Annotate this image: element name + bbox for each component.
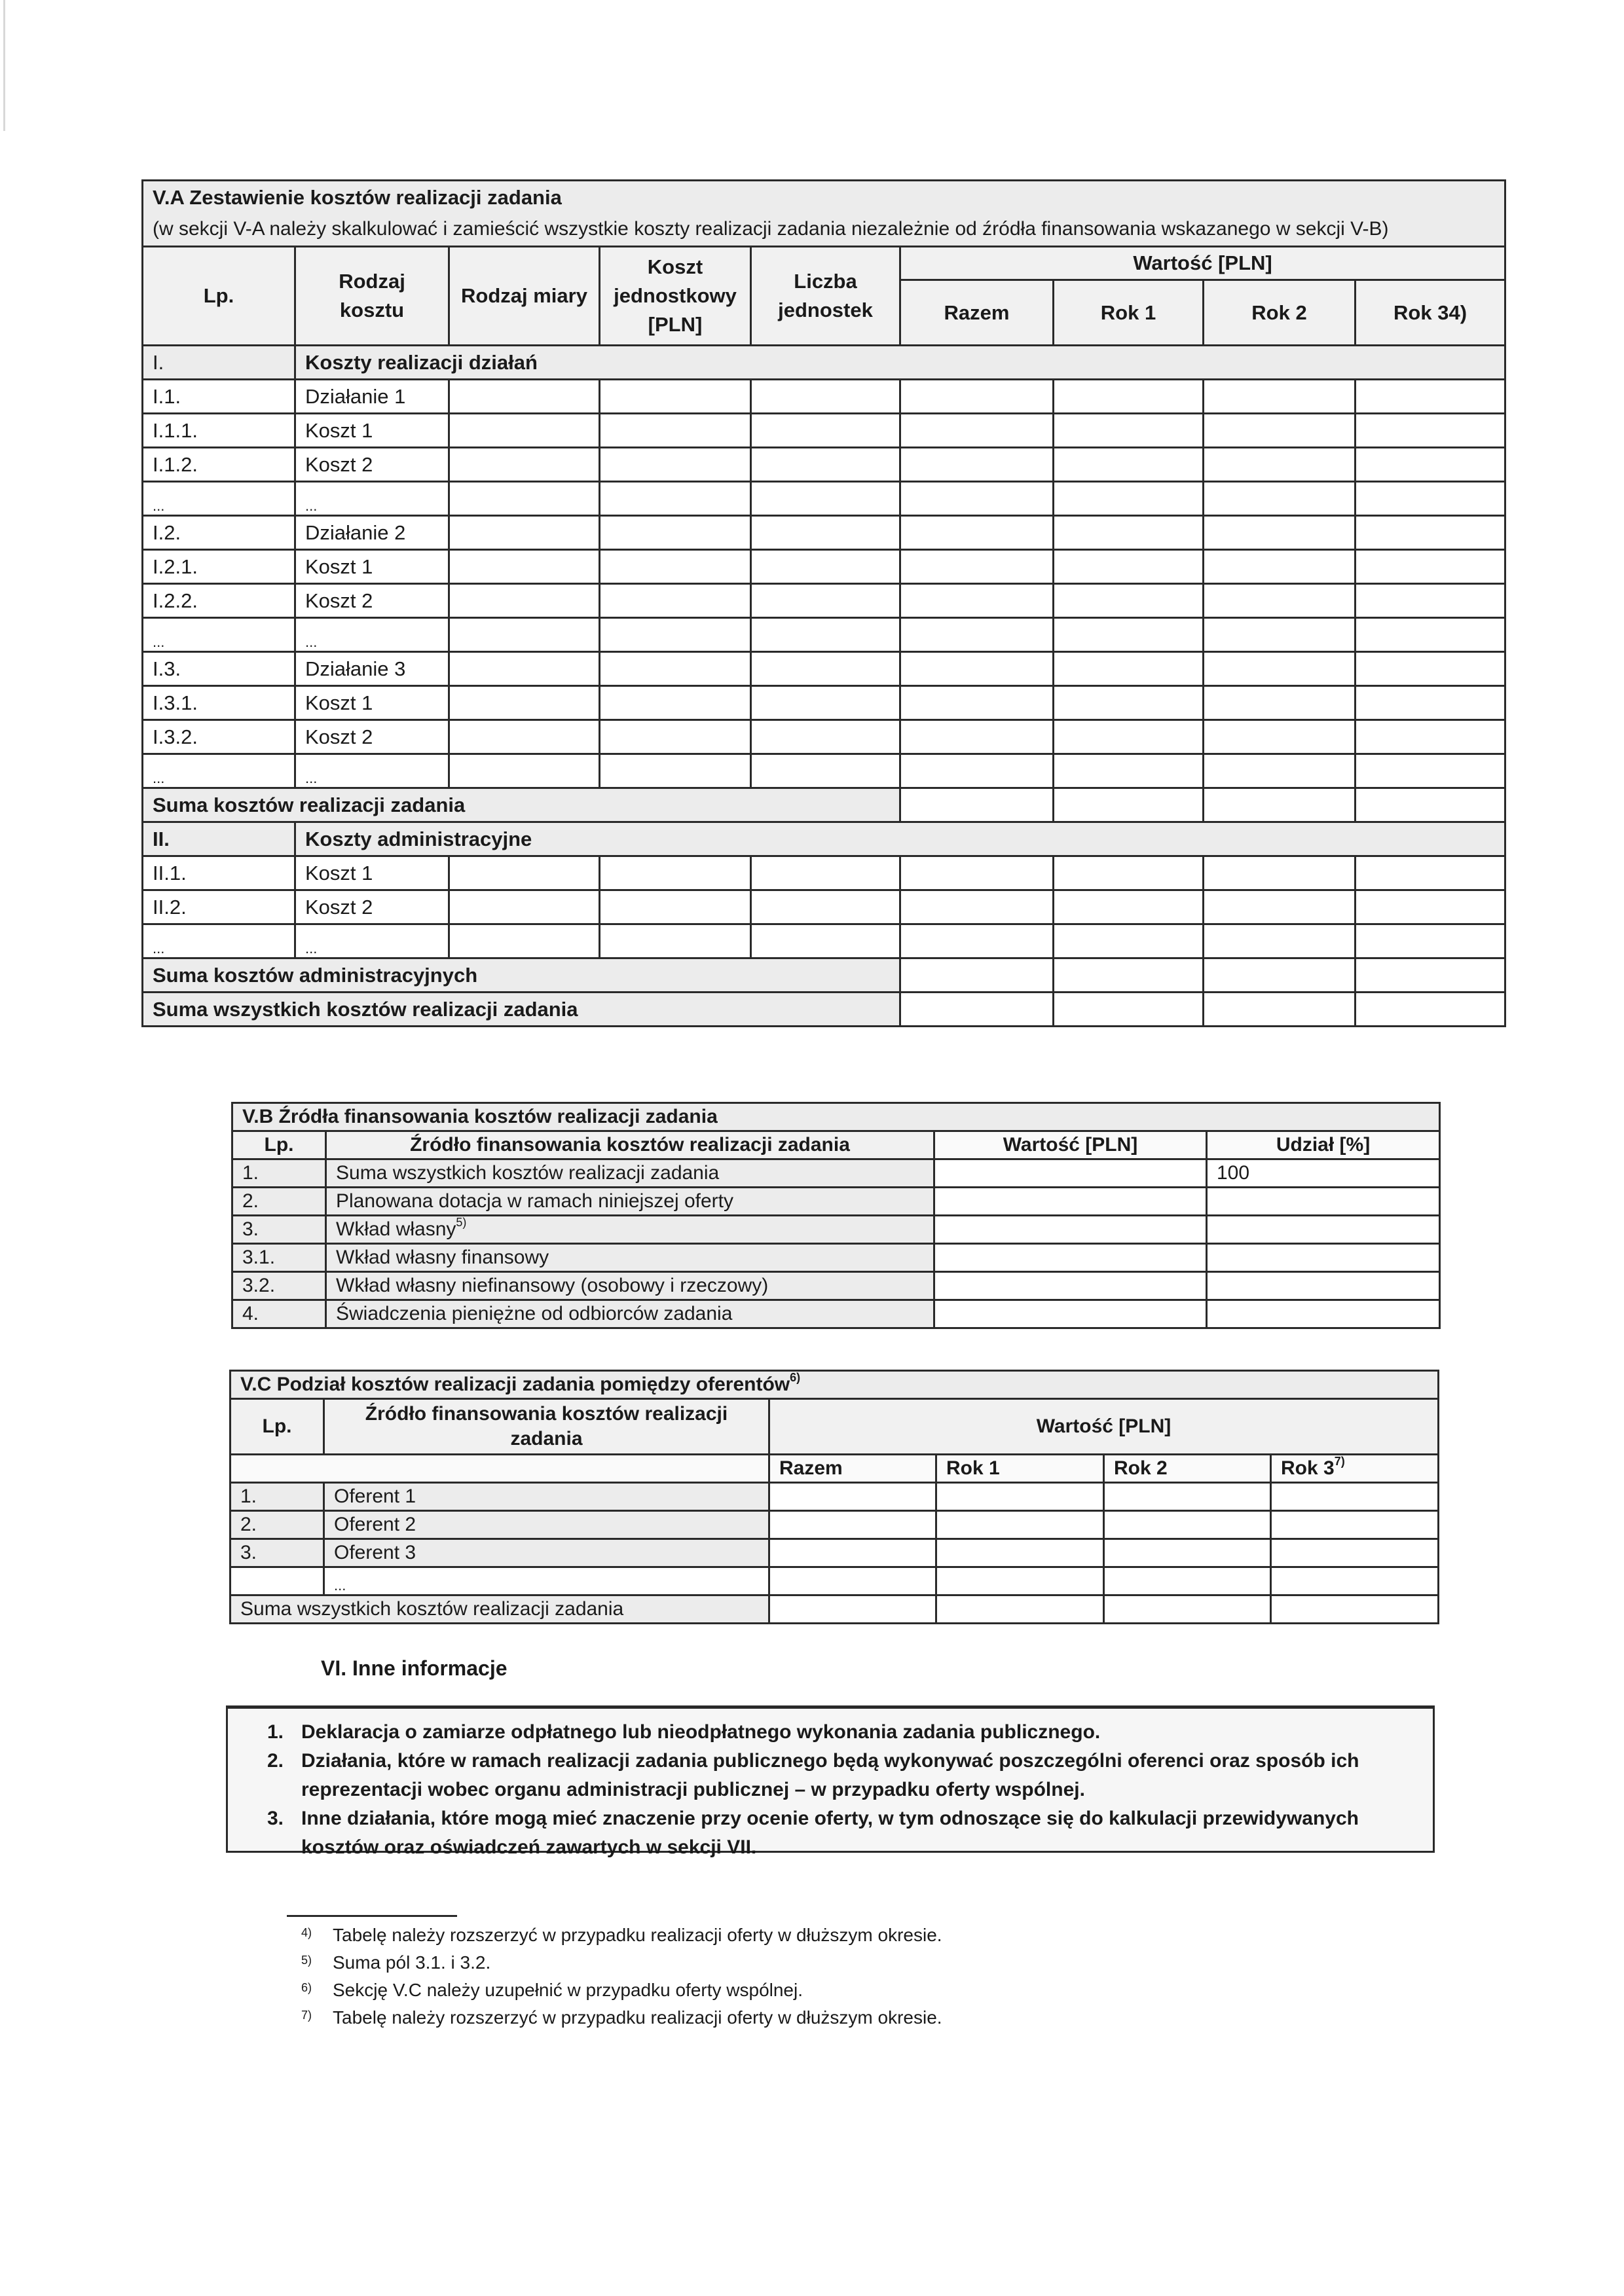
- table-row: [232, 1188, 1440, 1216]
- input-cell[interactable]: [449, 584, 600, 618]
- input-cell[interactable]: [751, 380, 900, 414]
- vb-header-lp: Lp.: [232, 1131, 326, 1159]
- vc-sum-row: [231, 1595, 1439, 1624]
- vb-header-udzial: Udział [%]: [1207, 1131, 1440, 1159]
- va-header-rok1: Rok 1: [1054, 280, 1204, 346]
- input-cell[interactable]: [600, 448, 751, 482]
- va-header-rok2: Rok 2: [1204, 280, 1356, 346]
- udzial-cell[interactable]: [1207, 1244, 1440, 1272]
- input-cell[interactable]: [751, 686, 900, 720]
- input-cell[interactable]: [1356, 754, 1505, 788]
- table-row: [231, 1483, 1439, 1511]
- wartosc-input-cell[interactable]: [934, 1216, 1207, 1244]
- udzial-cell[interactable]: 100: [1207, 1159, 1440, 1188]
- input-cell[interactable]: [600, 754, 751, 788]
- input-cell[interactable]: [449, 652, 600, 686]
- row-label: Działanie 1: [295, 380, 449, 414]
- input-cell[interactable]: [900, 890, 1054, 924]
- funding-sources-table: [231, 1102, 1441, 1329]
- input-cell[interactable]: [936, 1595, 1104, 1624]
- row-label: ...: [295, 924, 449, 958]
- input-cell[interactable]: [449, 754, 600, 788]
- row-lp: ...: [143, 754, 295, 788]
- input-cell[interactable]: [1271, 1539, 1439, 1567]
- vi-item: [267, 1718, 1420, 1747]
- vc-header-blank: [231, 1455, 769, 1483]
- input-cell[interactable]: [1271, 1567, 1439, 1595]
- input-cell[interactable]: [1054, 380, 1204, 414]
- input-cell[interactable]: [449, 482, 600, 516]
- row-label: Koszt 2: [295, 584, 449, 618]
- row-label: Planowana dotacja w ramach niniejszej oferty: [326, 1188, 934, 1216]
- va-header-razem: Razem: [900, 280, 1054, 346]
- input-cell[interactable]: [1054, 618, 1204, 652]
- input-cell[interactable]: [1204, 890, 1356, 924]
- va-header-koszt-jednostkowy: Koszt jednostkowy [PLN]: [600, 247, 751, 346]
- footnote-text: Tabelę należy rozszerzyć w przypadku realizacji oferty w dłuższym okresie.: [333, 2007, 942, 2028]
- input-cell[interactable]: [600, 652, 751, 686]
- input-cell[interactable]: [1356, 720, 1505, 754]
- table-row: [143, 550, 1505, 584]
- row-label: Wkład własny niefinansowy (osobowy i rzeczowy): [326, 1272, 934, 1300]
- input-cell[interactable]: [449, 890, 600, 924]
- row-lp: I.2.: [143, 516, 295, 550]
- row-label: Koszt 1: [295, 550, 449, 584]
- row-lp: 2.: [232, 1188, 326, 1216]
- input-cell[interactable]: [1104, 1511, 1271, 1539]
- input-cell[interactable]: [600, 720, 751, 754]
- input-cell[interactable]: [449, 924, 600, 958]
- row-lp: ...: [143, 618, 295, 652]
- input-cell[interactable]: [900, 754, 1054, 788]
- va-sum-admin-label: Suma kosztów administracyjnych: [143, 958, 900, 993]
- row-label: Koszt 2: [295, 720, 449, 754]
- vc-header-wartosc: Wartość [PLN]: [769, 1399, 1439, 1455]
- input-cell[interactable]: [449, 414, 600, 448]
- row-label: Oferent 1: [324, 1483, 769, 1511]
- input-cell[interactable]: [1054, 482, 1204, 516]
- vi-item-text: Inne działania, które mogą mieć znaczenie przy ocenie oferty, w tym odnoszące się do kalkulacji przewidywanych kosztów oraz oświadczeń zawartych w sekcji VII.: [301, 1808, 1359, 1858]
- input-cell[interactable]: [751, 924, 900, 958]
- vi-item-number: 1.: [267, 1721, 284, 1743]
- input-cell[interactable]: [1054, 516, 1204, 550]
- input-cell[interactable]: [1204, 686, 1356, 720]
- row-label: Koszt 1: [295, 414, 449, 448]
- input-cell[interactable]: [600, 482, 751, 516]
- input-cell[interactable]: [1204, 720, 1356, 754]
- input-cell[interactable]: [600, 890, 751, 924]
- input-cell[interactable]: [1356, 686, 1505, 720]
- row-label: ...: [295, 482, 449, 516]
- input-cell[interactable]: [600, 686, 751, 720]
- input-cell[interactable]: [1104, 1567, 1271, 1595]
- footnote: [301, 2007, 942, 2028]
- udzial-cell[interactable]: [1207, 1188, 1440, 1216]
- input-cell[interactable]: [1356, 618, 1505, 652]
- input-cell[interactable]: [751, 856, 900, 890]
- input-cell[interactable]: [449, 686, 600, 720]
- va-sum-realizacji-label: Suma kosztów realizacji zadania: [143, 788, 900, 822]
- va-header-rodzaj-kosztu: Rodzaj kosztu: [295, 247, 449, 346]
- footnote-mark: 4): [301, 1926, 312, 1939]
- input-cell[interactable]: [769, 1539, 936, 1567]
- table-row: [231, 1539, 1439, 1567]
- table-row: [231, 1511, 1439, 1539]
- input-cell[interactable]: [900, 720, 1054, 754]
- wartosc-input-cell[interactable]: [934, 1244, 1207, 1272]
- input-cell[interactable]: [1204, 414, 1356, 448]
- va-header-wartosc: Wartość [PLN]: [900, 247, 1505, 280]
- wartosc-input-cell[interactable]: [934, 1272, 1207, 1300]
- footnote-mark: 7): [301, 2009, 312, 2022]
- input-cell[interactable]: [751, 414, 900, 448]
- row-lp: 3.1.: [232, 1244, 326, 1272]
- vb-header-wartosc: Wartość [PLN]: [934, 1131, 1207, 1159]
- row-lp: [231, 1567, 324, 1595]
- input-cell[interactable]: [1271, 1595, 1439, 1624]
- va-group-lp: II.: [143, 822, 295, 856]
- va-subtitle: (w sekcji V-A należy skalkulować i zamieścić wszystkie koszty realizacji zadania niezależnie od źródła finansowania wskazanego w sekcji V-B): [153, 218, 1389, 240]
- table-row: [143, 448, 1505, 482]
- table-row: [143, 652, 1505, 686]
- wartosc-input-cell[interactable]: [934, 1159, 1207, 1188]
- udzial-cell[interactable]: [1207, 1272, 1440, 1300]
- input-cell[interactable]: [1204, 516, 1356, 550]
- row-lp: 1.: [231, 1483, 324, 1511]
- input-cell[interactable]: [449, 618, 600, 652]
- va-group-row: [143, 822, 1505, 856]
- row-label: Wkład własny$^{5)}$: [326, 1216, 934, 1244]
- input-cell[interactable]: [1204, 584, 1356, 618]
- row-lp: I.3.2.: [143, 720, 295, 754]
- vb-title: V.B Źródła finansowania kosztów realizacji zadania: [232, 1103, 1440, 1131]
- vc-sum-label: Suma wszystkich kosztów realizacji zadania: [231, 1595, 769, 1624]
- footnote-mark: 6): [301, 1981, 312, 1994]
- input-cell[interactable]: [1204, 652, 1356, 686]
- table-row: [232, 1300, 1440, 1328]
- row-lp: ...: [143, 482, 295, 516]
- va-sum-row: [143, 958, 1505, 993]
- input-cell[interactable]: [1054, 652, 1204, 686]
- table-row: [231, 1567, 1439, 1595]
- footnote-text: Sekcję V.C należy uzupełnić w przypadku oferty wspólnej.: [333, 1980, 803, 2000]
- input-cell[interactable]: [751, 652, 900, 686]
- input-cell[interactable]: [751, 516, 900, 550]
- vc-header-rok2: Rok 2: [1104, 1455, 1271, 1483]
- input-cell[interactable]: [1204, 856, 1356, 890]
- row-label: Oferent 3: [324, 1539, 769, 1567]
- input-cell[interactable]: [600, 618, 751, 652]
- table-row: [143, 380, 1505, 414]
- table-row: [143, 414, 1505, 448]
- input-cell[interactable]: [900, 924, 1054, 958]
- va-sum-row: [143, 788, 1505, 822]
- table-row: [143, 618, 1505, 652]
- row-lp: I.3.1.: [143, 686, 295, 720]
- table-row: [232, 1244, 1440, 1272]
- input-cell[interactable]: [1356, 584, 1505, 618]
- input-cell[interactable]: [600, 584, 751, 618]
- input-cell[interactable]: [936, 1511, 1104, 1539]
- vc-title: V.C Podział kosztów realizacji zadania pomiędzy oferentów: [240, 1374, 790, 1395]
- input-cell[interactable]: [900, 788, 1054, 822]
- input-cell[interactable]: [900, 618, 1054, 652]
- input-cell[interactable]: [751, 584, 900, 618]
- input-cell[interactable]: [1356, 652, 1505, 686]
- table-row: [143, 924, 1505, 958]
- input-cell[interactable]: [1356, 788, 1505, 822]
- input-cell[interactable]: [1054, 924, 1204, 958]
- footnote-mark: 5): [301, 1954, 312, 1967]
- input-cell[interactable]: [1356, 890, 1505, 924]
- input-cell[interactable]: [1054, 958, 1204, 993]
- input-cell[interactable]: [1054, 448, 1204, 482]
- va-group-label: Koszty administracyjne: [295, 822, 1505, 856]
- input-cell[interactable]: [600, 516, 751, 550]
- input-cell[interactable]: [900, 584, 1054, 618]
- input-cell[interactable]: [1356, 516, 1505, 550]
- row-lp: II.1.: [143, 856, 295, 890]
- udzial-cell[interactable]: [1207, 1300, 1440, 1328]
- input-cell[interactable]: [900, 652, 1054, 686]
- input-cell[interactable]: [1054, 550, 1204, 584]
- input-cell[interactable]: [751, 754, 900, 788]
- input-cell[interactable]: [900, 448, 1054, 482]
- input-cell[interactable]: [1204, 788, 1356, 822]
- input-cell[interactable]: [449, 448, 600, 482]
- row-lp: 3.2.: [232, 1272, 326, 1300]
- row-lp: I.1.: [143, 380, 295, 414]
- input-cell[interactable]: [600, 380, 751, 414]
- row-lp: I.2.2.: [143, 584, 295, 618]
- input-cell[interactable]: [1054, 754, 1204, 788]
- table-row: [232, 1272, 1440, 1300]
- input-cell[interactable]: [900, 856, 1054, 890]
- input-cell[interactable]: [1104, 1483, 1271, 1511]
- vc-header-razem: Razem: [769, 1455, 936, 1483]
- table-row: [143, 686, 1505, 720]
- row-lp: 3.: [231, 1539, 324, 1567]
- input-cell[interactable]: [1271, 1511, 1439, 1539]
- vi-heading: VI. Inne informacje: [321, 1656, 507, 1680]
- table-row: [143, 754, 1505, 788]
- input-cell[interactable]: [1356, 856, 1505, 890]
- input-cell[interactable]: [1204, 380, 1356, 414]
- input-cell[interactable]: [769, 1483, 936, 1511]
- input-cell[interactable]: [449, 856, 600, 890]
- input-cell[interactable]: [1054, 993, 1204, 1027]
- va-group-label: Koszty realizacji działań: [295, 346, 1505, 380]
- row-label: Koszt 1: [295, 856, 449, 890]
- table-row: [143, 482, 1505, 516]
- input-cell[interactable]: [900, 550, 1054, 584]
- footnote-ref-5: 5): [456, 1216, 467, 1229]
- input-cell[interactable]: [449, 380, 600, 414]
- input-cell[interactable]: [1054, 584, 1204, 618]
- input-cell[interactable]: [751, 720, 900, 754]
- row-label: ...: [324, 1567, 769, 1595]
- row-lp: I.1.2.: [143, 448, 295, 482]
- scan-artifact: [3, 0, 5, 131]
- row-label: Działanie 3: [295, 652, 449, 686]
- table-row: [143, 856, 1505, 890]
- row-label: Koszt 2: [295, 448, 449, 482]
- wartosc-input-cell[interactable]: [934, 1188, 1207, 1216]
- input-cell[interactable]: [1204, 958, 1356, 993]
- row-lp: I.1.1.: [143, 414, 295, 448]
- input-cell[interactable]: [751, 618, 900, 652]
- row-label: ...: [295, 618, 449, 652]
- input-cell[interactable]: [1204, 448, 1356, 482]
- va-group-lp: I.: [143, 346, 295, 380]
- input-cell[interactable]: [600, 414, 751, 448]
- vc-header-rok3: Rok 3$^{7)}$: [1271, 1455, 1439, 1483]
- table-row: [143, 584, 1505, 618]
- row-lp: II.2.: [143, 890, 295, 924]
- input-cell[interactable]: [1271, 1483, 1439, 1511]
- input-cell[interactable]: [769, 1567, 936, 1595]
- input-cell[interactable]: [1104, 1539, 1271, 1567]
- input-cell[interactable]: [751, 550, 900, 584]
- input-cell[interactable]: [1356, 448, 1505, 482]
- input-cell[interactable]: [1204, 618, 1356, 652]
- row-label: ...: [295, 754, 449, 788]
- input-cell[interactable]: [1054, 686, 1204, 720]
- input-cell[interactable]: [900, 414, 1054, 448]
- vi-item-number: 3.: [267, 1808, 284, 1829]
- footnote-text: Tabelę należy rozszerzyć w przypadku realizacji oferty w dłuższym okresie.: [333, 1925, 942, 1945]
- input-cell[interactable]: [1356, 414, 1505, 448]
- table-row: [143, 516, 1505, 550]
- input-cell[interactable]: [900, 993, 1054, 1027]
- input-cell[interactable]: [1054, 788, 1204, 822]
- footnote-separator: [287, 1915, 457, 1917]
- footnote-ref-7: 7): [1334, 1455, 1345, 1468]
- cost-split-table: [229, 1370, 1439, 1624]
- va-title: V.A Zestawienie kosztów realizacji zadania: [153, 186, 562, 209]
- input-cell[interactable]: [900, 686, 1054, 720]
- row-label: Suma wszystkich kosztów realizacji zadania: [326, 1159, 934, 1188]
- vc-header-rok1: Rok 1: [936, 1455, 1104, 1483]
- vc-header-lp: Lp.: [231, 1399, 324, 1455]
- input-cell[interactable]: [449, 516, 600, 550]
- input-cell[interactable]: [1204, 550, 1356, 584]
- input-cell[interactable]: [1356, 380, 1505, 414]
- wartosc-input-cell[interactable]: [934, 1300, 1207, 1328]
- row-label: Koszt 1: [295, 686, 449, 720]
- input-cell[interactable]: [1204, 482, 1356, 516]
- vi-item: [267, 1804, 1420, 1862]
- udzial-cell[interactable]: [1207, 1216, 1440, 1244]
- row-lp: 4.: [232, 1300, 326, 1328]
- input-cell[interactable]: [600, 550, 751, 584]
- input-cell[interactable]: [936, 1539, 1104, 1567]
- vi-item-text: Deklaracja o zamiarze odpłatnego lub nieodpłatnego wykonania zadania publicznego.: [301, 1721, 1101, 1743]
- va-header-lp: Lp.: [143, 247, 295, 346]
- table-row: [232, 1159, 1440, 1188]
- row-lp: I.3.: [143, 652, 295, 686]
- cost-summary-table: [141, 179, 1506, 1027]
- footnote: [301, 1980, 803, 2001]
- table-row: [143, 720, 1505, 754]
- va-group-row: [143, 346, 1505, 380]
- row-label: Wkład własny finansowy: [326, 1244, 934, 1272]
- input-cell[interactable]: [600, 924, 751, 958]
- input-cell[interactable]: [1054, 890, 1204, 924]
- input-cell[interactable]: [1204, 754, 1356, 788]
- input-cell[interactable]: [900, 958, 1054, 993]
- va-sum-row: [143, 993, 1505, 1027]
- row-label: Świadczenia pieniężne od odbiorców zadania: [326, 1300, 934, 1328]
- vc-header-zrodlo: Źródło finansowania kosztów realizacji zadania: [324, 1399, 769, 1455]
- va-header-liczba-jednostek: Liczba jednostek: [751, 247, 900, 346]
- input-cell[interactable]: [1104, 1595, 1271, 1624]
- row-label: Koszt 2: [295, 890, 449, 924]
- vc-title-cell: [231, 1371, 1439, 1399]
- input-cell[interactable]: [769, 1511, 936, 1539]
- input-cell[interactable]: [936, 1567, 1104, 1595]
- vi-item: [267, 1747, 1420, 1804]
- input-cell[interactable]: [936, 1483, 1104, 1511]
- input-cell[interactable]: [1356, 958, 1505, 993]
- vi-info-box[interactable]: [226, 1705, 1435, 1858]
- input-cell[interactable]: [900, 380, 1054, 414]
- vi-item-text: Działania, które w ramach realizacji zadania publicznego będą wykonywać poszczególni oferenci oraz sposób ich reprezentacji wobec organu administracji publicznej – w przypadku oferty wspólnej.: [301, 1750, 1359, 1800]
- input-cell[interactable]: [769, 1595, 936, 1624]
- vi-item-number: 2.: [267, 1750, 284, 1772]
- va-header-rok3: Rok 34): [1356, 280, 1505, 346]
- input-cell[interactable]: [1356, 924, 1505, 958]
- footnote: [301, 1925, 942, 1946]
- row-lp: ...: [143, 924, 295, 958]
- row-lp: 3.: [232, 1216, 326, 1244]
- input-cell[interactable]: [1054, 856, 1204, 890]
- table-row: [232, 1216, 1440, 1244]
- table-row: [143, 890, 1505, 924]
- row-lp: 2.: [231, 1511, 324, 1539]
- input-cell[interactable]: [900, 482, 1054, 516]
- input-cell[interactable]: [900, 516, 1054, 550]
- input-cell[interactable]: [600, 856, 751, 890]
- input-cell[interactable]: [1204, 924, 1356, 958]
- footnote-text: Suma pól 3.1. i 3.2.: [333, 1952, 491, 1973]
- input-cell[interactable]: [1204, 993, 1356, 1027]
- input-cell[interactable]: [1356, 993, 1505, 1027]
- row-lp: 1.: [232, 1159, 326, 1188]
- footnote: [301, 1952, 490, 1973]
- input-cell[interactable]: [751, 890, 900, 924]
- input-cell[interactable]: [751, 482, 900, 516]
- input-cell[interactable]: [1356, 482, 1505, 516]
- input-cell[interactable]: [449, 550, 600, 584]
- input-cell[interactable]: [1054, 720, 1204, 754]
- row-label: Działanie 2: [295, 516, 449, 550]
- vb-header-zrodlo: Źródło finansowania kosztów realizacji zadania: [326, 1131, 934, 1159]
- input-cell[interactable]: [751, 448, 900, 482]
- va-sum-all-label: Suma wszystkich kosztów realizacji zadania: [143, 993, 900, 1027]
- row-label: Oferent 2: [324, 1511, 769, 1539]
- row-lp: I.2.1.: [143, 550, 295, 584]
- footnote-ref-6: 6): [790, 1371, 801, 1384]
- input-cell[interactable]: [449, 720, 600, 754]
- va-title-cell: [143, 181, 1505, 247]
- input-cell[interactable]: [1356, 550, 1505, 584]
- input-cell[interactable]: [1054, 414, 1204, 448]
- va-header-rodzaj-miary: Rodzaj miary: [449, 247, 600, 346]
